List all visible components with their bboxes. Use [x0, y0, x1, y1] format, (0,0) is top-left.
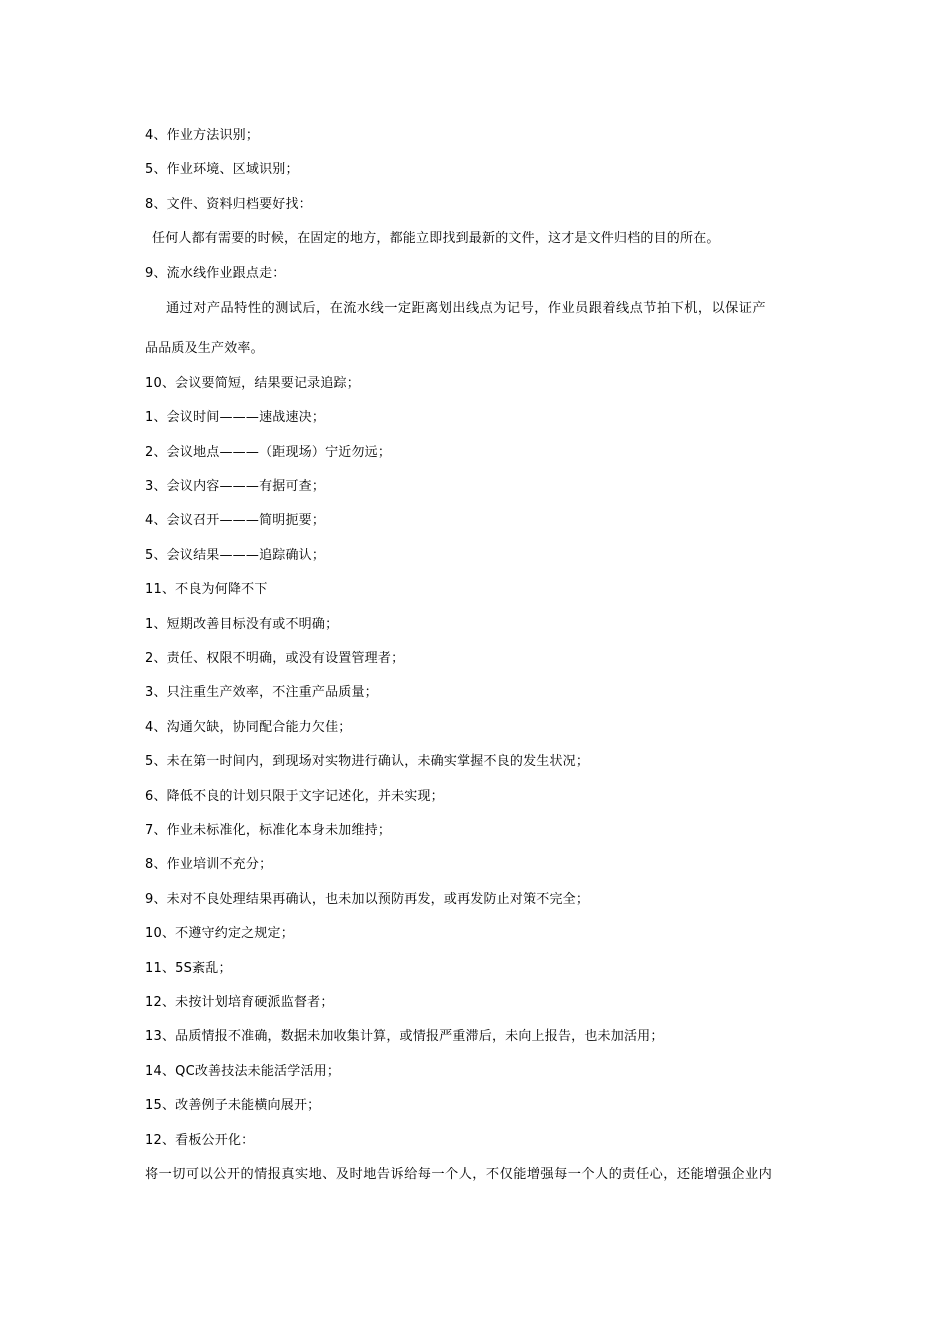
- text-line: 14、QC改善技法未能活学活用；: [145, 1064, 341, 1079]
- text-line: 2、会议地点———（距现场）宁近勿远；: [145, 445, 392, 460]
- text-line: 1、会议时间———速战速决；: [145, 410, 326, 425]
- text-line: 5、未在第一时间内，到现场对实物进行确认，未确实掌握不良的发生状况；: [145, 754, 590, 769]
- text-line: 2、责任、权限不明确，或没有设置管理者；: [145, 651, 405, 666]
- text-line: 8、文件、资料归档要好找：: [145, 197, 312, 212]
- text-line: 9、未对不良处理结果再确认，也未加以预防再发，或再发防止对策不完全；: [145, 892, 590, 907]
- text-line: 7、作业未标准化，标准化本身未加维持；: [145, 823, 392, 838]
- text-line: 12、看板公开化：: [145, 1133, 255, 1148]
- text-line: 4、作业方法识别；: [145, 128, 260, 143]
- text-line: 11、不良为何降不下: [145, 582, 268, 597]
- text-line: 品品质及生产效率。: [145, 341, 264, 356]
- text-line: 4、沟通欠缺，协同配合能力欠佳；: [145, 720, 352, 735]
- text-line: 通过对产品特性的测试后，在流水线一定距离划出线点为记号，作业员跟着线点节拍下机，以保证产: [166, 301, 767, 316]
- text-line: 3、会议内容———有据可查；: [145, 479, 326, 494]
- text-line: 10、不遵守约定之规定；: [145, 926, 294, 941]
- text-line: 3、只注重生产效率，不注重产品质量；: [145, 685, 378, 700]
- text-line: 任何人都有需要的时候，在固定的地方，都能立即找到最新的文件，这才是文件归档的目的所在。: [152, 231, 720, 246]
- text-line: 8、作业培训不充分；: [145, 857, 273, 872]
- text-line: 将一切可以公开的情报真实地、及时地告诉给每一个人，不仅能增强每一个人的责任心，还能增强企业内: [145, 1167, 773, 1182]
- text-line: 1、短期改善目标没有或不明确；: [145, 617, 339, 632]
- text-line: 6、降低不良的计划只限于文字记述化，并未实现；: [145, 789, 444, 804]
- text-line: 9、流水线作业跟点走：: [145, 266, 286, 281]
- text-line: 12、未按计划培育硬派监督者；: [145, 995, 334, 1010]
- text-line: 5、作业环境、区域识别；: [145, 162, 299, 177]
- text-line: 5、会议结果———追踪确认；: [145, 548, 326, 563]
- text-line: 13、品质情报不准确，数据未加收集计算，或情报严重滞后，未向上报告，也未加活用；: [145, 1029, 664, 1044]
- text-line: 10、会议要简短，结果要记录追踪；: [145, 376, 360, 391]
- text-line: 15、改善例子未能横向展开；: [145, 1098, 321, 1113]
- text-line: 4、会议召开———简明扼要；: [145, 513, 326, 528]
- text-line: 11、5S紊乱；: [145, 961, 232, 976]
